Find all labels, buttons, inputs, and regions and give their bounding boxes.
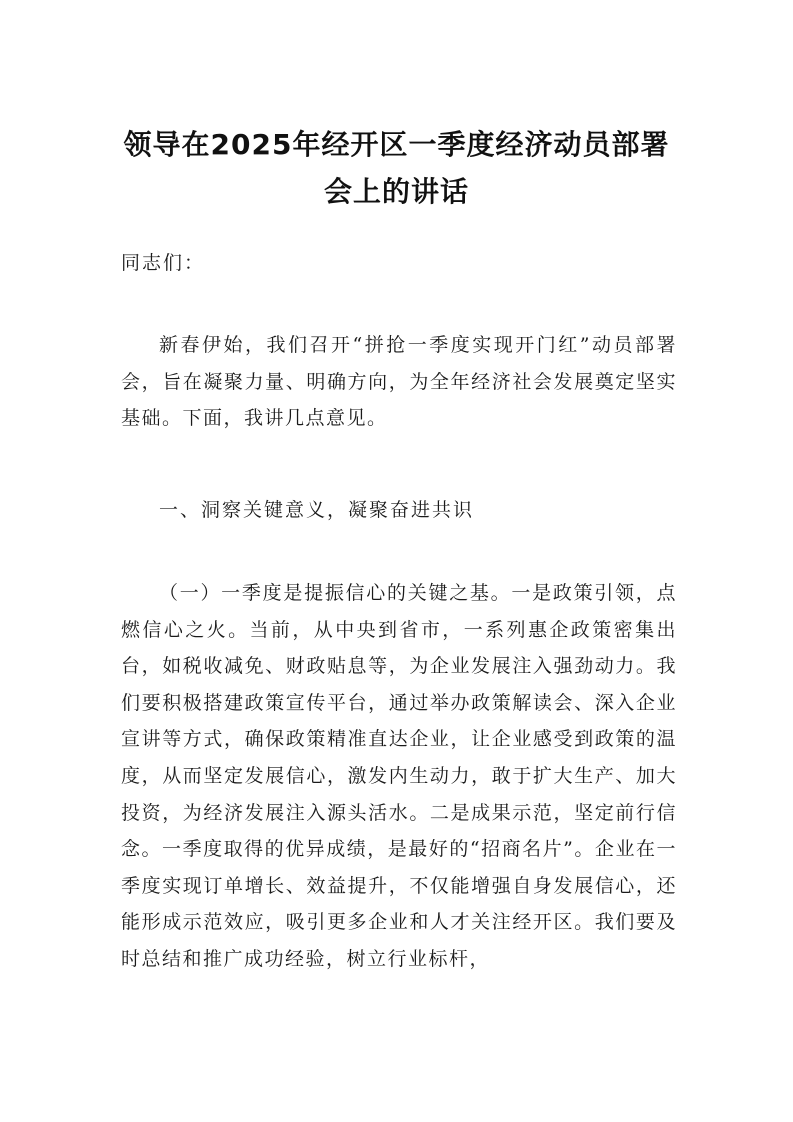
document-title-line-1: 领导在2025年经开区一季度经济动员部署 [123, 128, 670, 161]
section-1-heading: 一、洞察关键意义，凝聚奋进共识 [159, 499, 475, 521]
salutation: 同志们： [121, 252, 206, 274]
intro-paragraph: 新春伊始，我们召开“拼抢一季度实现开门红”动员部署会，旨在凝聚力量、明确方向，为全年经济社会发展奠定坚实基础。下面，我讲几点意见。 [121, 334, 677, 429]
document-title-line-2: 会上的讲话 [323, 175, 469, 208]
section-1-paragraph: （一）一季度是提振信心的关键之基。一是政策引领，点燃信心之火。当前，从中央到省市，一系列惠企政策密集出台，如税收减免、财政贴息等，为企业发展注入强劲动力。我们要积极搭建政策宣传平台，通过举办政策解读会、深入企业宣讲等方式，确保政策精准直达企业，让企业感受到政策的温度，从而坚定发展信心，激发内生动力，敢于扩大生产、加大投资，为经济发展注入源头活水。二是成果示范，坚定前行信念。一季度取得的优异成绩，是最好的“招商名片”。企业在一季度实现订单增长、效益提升，不仅能增强自身发展信心，还能形成示范效应，吸引更多企业和人才关注经开区。我们要及时总结和推广成功经验，树立行业标杆， [121, 582, 677, 970]
